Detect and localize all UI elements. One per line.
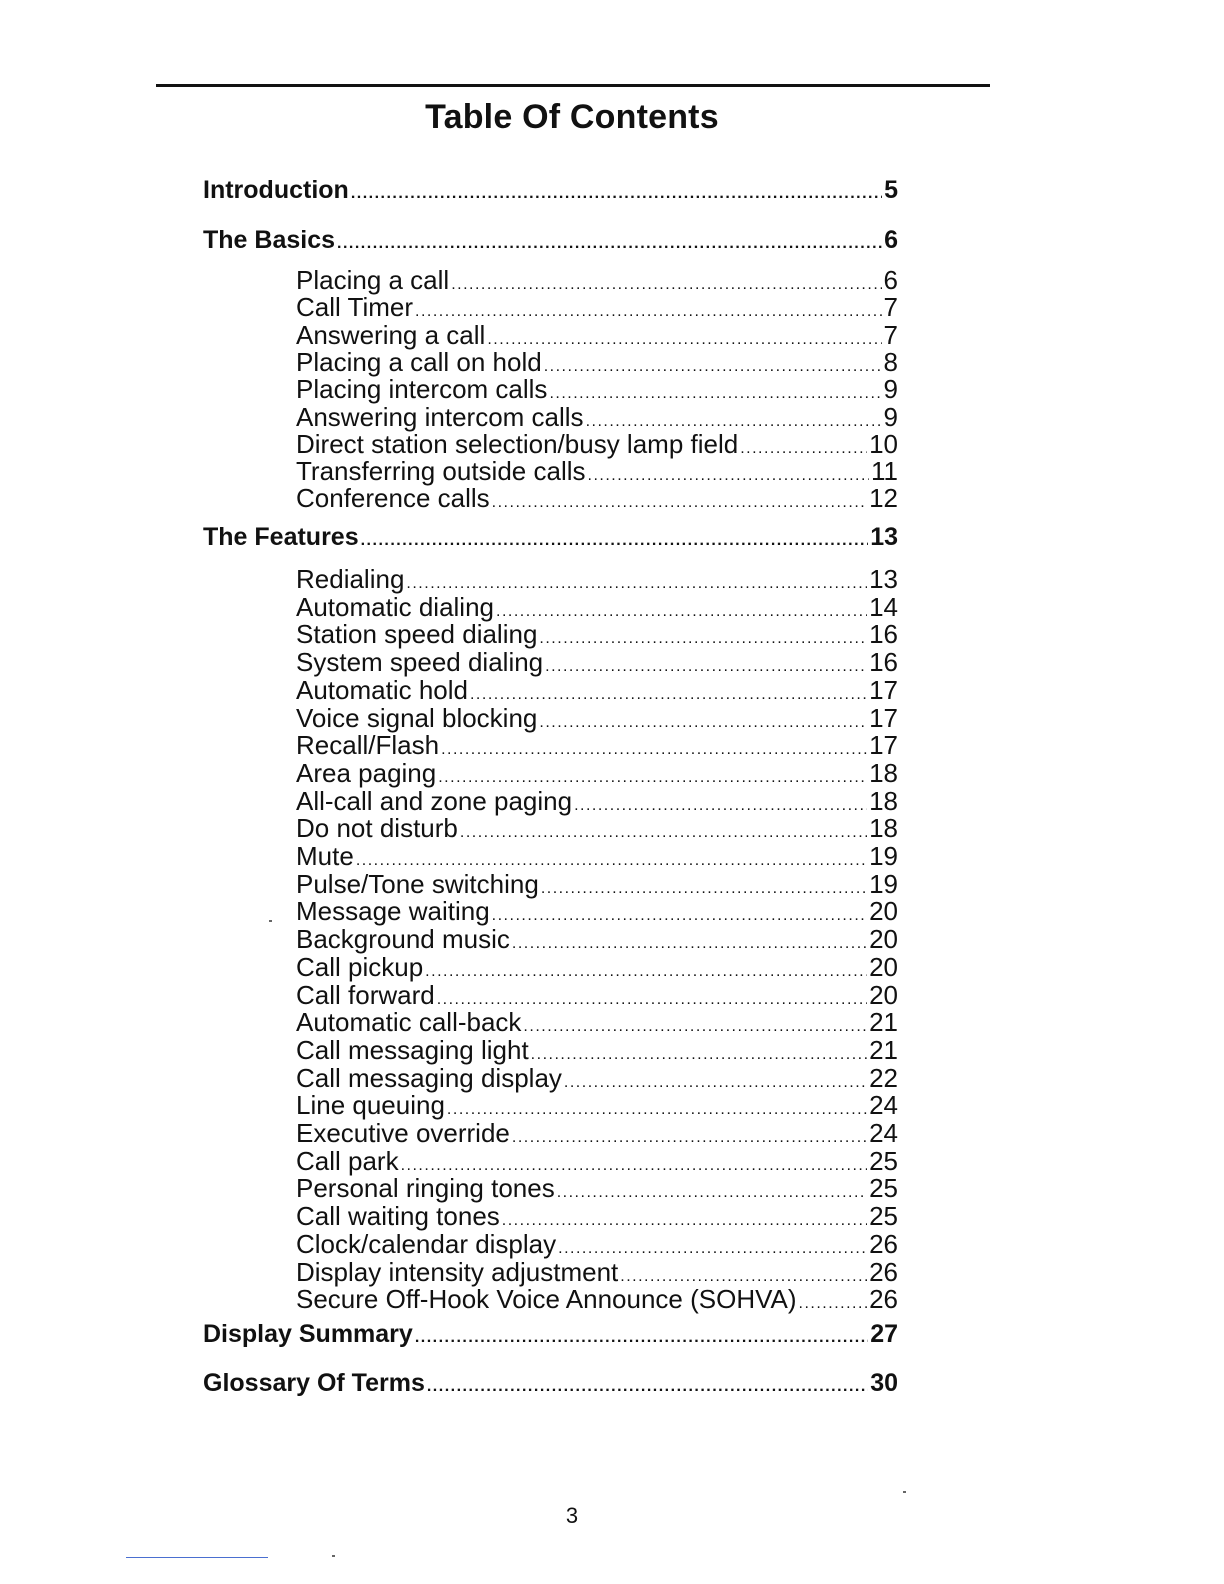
dot-leader <box>586 404 882 430</box>
toc-subentry[interactable] <box>296 951 898 982</box>
toc-entry-page: 20 <box>869 924 898 955</box>
toc-subentry[interactable] <box>296 843 898 869</box>
toc-entry-page: 24 <box>869 1118 898 1148</box>
page-title: Table Of Contents <box>425 98 719 136</box>
toc-subentry[interactable] <box>296 647 898 678</box>
toc-entry-page: 21 <box>869 1007 898 1038</box>
dot-leader <box>447 1092 867 1118</box>
toc-subentry[interactable] <box>296 979 898 1010</box>
toc-entry-page: 7 <box>883 319 898 350</box>
toc-entry-page: 30 <box>870 1369 898 1397</box>
toc-entry-title: The Basics <box>203 226 336 254</box>
toc-entry-page: 10 <box>869 428 898 459</box>
toc-subentry[interactable] <box>296 896 898 927</box>
toc-entry-page: 6 <box>884 226 898 254</box>
toc-entry-title: Transferring outside calls <box>296 456 586 487</box>
dot-leader <box>451 267 881 293</box>
toc-entry-page: 18 <box>869 813 898 844</box>
toc-subentry[interactable] <box>296 702 898 733</box>
dot-leader <box>406 566 867 592</box>
scan-speck <box>269 920 272 922</box>
toc-subentry[interactable] <box>296 1007 898 1038</box>
toc-entry-title: Station speed dialing <box>296 619 538 650</box>
toc-entry-page: 27 <box>870 1320 898 1348</box>
toc-entry-title: The Features <box>203 523 359 551</box>
toc-entry-title: Call pickup <box>296 951 424 982</box>
toc-subentry[interactable] <box>296 1173 898 1204</box>
toc-entry-title: Call waiting tones <box>296 1201 500 1232</box>
toc-subentry[interactable] <box>296 483 898 514</box>
toc-entry-page: 19 <box>869 868 898 899</box>
toc-entry-page: 25 <box>869 1201 898 1232</box>
toc-subentry[interactable] <box>296 346 898 377</box>
dot-leader <box>356 843 867 869</box>
toc-subentry[interactable] <box>296 456 898 487</box>
dot-leader <box>588 458 870 484</box>
toc-entry-page: 6 <box>883 265 898 295</box>
dot-leader <box>437 982 867 1008</box>
toc-entry-page: 14 <box>869 591 898 622</box>
dot-leader <box>492 485 867 511</box>
toc-entry-title: System speed dialing <box>296 647 544 678</box>
dot-leader <box>512 1120 867 1146</box>
toc-subentry[interactable] <box>296 813 898 844</box>
dot-leader <box>425 954 867 980</box>
toc-entry-title: Secure Off-Hook Voice Announce (SOHVA) <box>296 1284 797 1315</box>
toc-entry-title: Placing a call <box>296 265 450 295</box>
toc-subentry[interactable] <box>296 1256 898 1287</box>
toc-subentry[interactable] <box>296 591 898 622</box>
toc-entry-title: Call messaging display <box>296 1062 562 1093</box>
toc-entry-title: Display intensity adjustment <box>296 1256 619 1287</box>
dot-leader <box>574 788 867 814</box>
top-rule <box>156 84 990 87</box>
toc-entry-page: 19 <box>869 841 898 871</box>
toc-entry-title: Placing a call on hold <box>296 346 542 377</box>
toc-entry-title: Redialing <box>296 564 405 594</box>
toc-subentry[interactable] <box>296 374 898 405</box>
toc-entry-title: Recall/Flash <box>296 730 440 761</box>
toc-entry-page: 20 <box>869 979 898 1010</box>
dot-leader <box>502 1203 867 1229</box>
dot-leader <box>523 1009 867 1035</box>
toc-subentry[interactable] <box>296 1062 898 1093</box>
toc-entry-title: Clock/calendar display <box>296 1228 557 1259</box>
toc-entry-title: Automatic call-back <box>296 1007 522 1038</box>
scan-speck <box>332 1555 335 1557</box>
toc-subentry[interactable] <box>296 319 898 350</box>
toc-entry-title: Conference calls <box>296 483 490 514</box>
toc-entry-title: Call forward <box>296 979 435 1010</box>
toc-entry-page: 24 <box>869 1090 898 1121</box>
dot-leader <box>620 1259 867 1285</box>
toc-subentry[interactable] <box>296 1034 898 1065</box>
toc-entry-page: 18 <box>869 785 898 816</box>
toc-subentry[interactable] <box>296 1228 898 1259</box>
toc-subentry[interactable] <box>296 401 898 432</box>
toc-subentry[interactable] <box>296 1145 898 1176</box>
dot-leader <box>337 228 882 253</box>
dot-leader <box>558 1231 867 1257</box>
toc-entry-title: Call park <box>296 1145 399 1176</box>
toc-entry-page: 9 <box>883 401 898 432</box>
toc-entry-title: Personal ringing tones <box>296 1173 555 1204</box>
scan-mark <box>126 1557 268 1558</box>
scan-speck <box>903 1491 906 1493</box>
toc-subentry[interactable] <box>296 785 898 816</box>
toc-subentry[interactable] <box>296 1201 898 1232</box>
toc-entry-title: Do not disturb <box>296 813 458 844</box>
toc-entry-page: 12 <box>869 483 898 514</box>
dot-leader <box>487 322 881 348</box>
toc-subentry[interactable] <box>296 267 898 293</box>
toc-entry-page: 26 <box>869 1284 898 1315</box>
toc-subentry[interactable] <box>296 566 898 592</box>
dot-leader <box>438 760 867 786</box>
toc-entry-title: Answering intercom calls <box>296 401 584 432</box>
toc-section[interactable] <box>203 228 898 253</box>
toc-entry-page: 13 <box>870 523 898 551</box>
dot-leader <box>544 349 882 375</box>
toc-entry-page: 16 <box>869 619 898 650</box>
dot-leader <box>541 871 867 897</box>
dot-leader <box>799 1286 868 1312</box>
dot-leader <box>415 294 882 320</box>
toc-entry-title: Call Timer <box>296 292 414 323</box>
toc-subentry[interactable] <box>296 924 898 955</box>
toc-entry-page: 9 <box>883 374 898 405</box>
toc-subentry[interactable] <box>296 292 898 323</box>
toc-entry-page: 26 <box>869 1228 898 1259</box>
dot-leader <box>564 1065 867 1091</box>
toc-entry-title: Placing intercom calls <box>296 374 548 405</box>
dot-leader <box>361 525 869 550</box>
dot-leader <box>427 1371 868 1396</box>
toc-subentry[interactable] <box>296 868 898 899</box>
dot-leader <box>401 1148 867 1174</box>
dot-leader <box>549 376 881 402</box>
toc-entry-page: 17 <box>869 730 898 761</box>
toc-entry-title: Call messaging light <box>296 1034 529 1065</box>
toc-entry-title: All-call and zone paging <box>296 785 573 816</box>
toc-entry-title: Introduction <box>203 176 349 204</box>
toc-entry-page: 5 <box>884 176 898 204</box>
toc-section[interactable] <box>203 178 898 203</box>
toc-entry-title: Message waiting <box>296 896 490 927</box>
toc-subentry[interactable] <box>296 1120 898 1146</box>
toc-entry-page: 13 <box>869 564 898 594</box>
toc-entry-title: Direct station selection/busy lamp field <box>296 428 739 459</box>
dot-leader <box>545 649 867 675</box>
toc-entry-page: 20 <box>869 896 898 927</box>
toc-entry-page: 17 <box>869 702 898 733</box>
toc-subentry[interactable] <box>296 428 898 459</box>
toc-entry-page: 22 <box>869 1062 898 1093</box>
toc-subentry[interactable] <box>296 757 898 788</box>
toc-section[interactable] <box>203 525 898 550</box>
toc-entry-page: 7 <box>883 292 898 323</box>
toc-entry-title: Background music <box>296 924 510 955</box>
dot-leader <box>492 898 867 924</box>
toc-entry-title: Automatic dialing <box>296 591 494 622</box>
toc-entry-page: 26 <box>869 1256 898 1287</box>
toc-entry-title: Glossary Of Terms <box>203 1369 425 1397</box>
toc-entry-page: 18 <box>869 757 898 788</box>
toc-entry-title: Automatic hold <box>296 674 468 705</box>
toc-entry-title: Mute <box>296 841 354 871</box>
dot-leader <box>470 677 867 703</box>
toc-section[interactable] <box>203 1322 898 1347</box>
toc-subentry[interactable] <box>296 674 898 705</box>
toc-entry-page: 16 <box>869 647 898 678</box>
toc-entry-title: Voice signal blocking <box>296 702 538 733</box>
dot-leader <box>441 732 867 758</box>
dot-leader <box>415 1322 868 1347</box>
toc-entry-page: 17 <box>869 674 898 705</box>
dot-leader <box>539 705 867 731</box>
toc-entry-page: 21 <box>869 1034 898 1065</box>
toc-section[interactable] <box>203 1371 898 1396</box>
dot-leader <box>740 431 867 457</box>
toc-entry-page: 11 <box>871 456 898 487</box>
page-number: 3 <box>565 1503 579 1528</box>
dot-leader <box>557 1175 867 1201</box>
toc-subentry[interactable] <box>296 730 898 761</box>
dot-leader <box>460 815 867 841</box>
dot-leader <box>496 594 867 620</box>
toc-entry-page: 20 <box>869 951 898 982</box>
toc-entry-title: Executive override <box>296 1118 510 1148</box>
toc-entry-page: 25 <box>869 1173 898 1204</box>
toc-entry-page: 8 <box>883 346 898 377</box>
toc-entry-title: Line queuing <box>296 1090 445 1121</box>
toc-entry-title: Area paging <box>296 757 437 788</box>
toc-entry-title: Display Summary <box>203 1320 413 1348</box>
dot-leader <box>539 621 867 647</box>
dot-leader <box>512 926 867 952</box>
toc-entry-title: Answering a call <box>296 319 486 350</box>
toc-subentry[interactable] <box>296 1284 898 1315</box>
toc-subentry[interactable] <box>296 619 898 650</box>
dot-leader <box>351 178 882 203</box>
toc-subentry[interactable] <box>296 1090 898 1121</box>
toc-entry-page: 25 <box>869 1145 898 1176</box>
toc-entry-title: Pulse/Tone switching <box>296 868 539 899</box>
dot-leader <box>531 1037 867 1063</box>
